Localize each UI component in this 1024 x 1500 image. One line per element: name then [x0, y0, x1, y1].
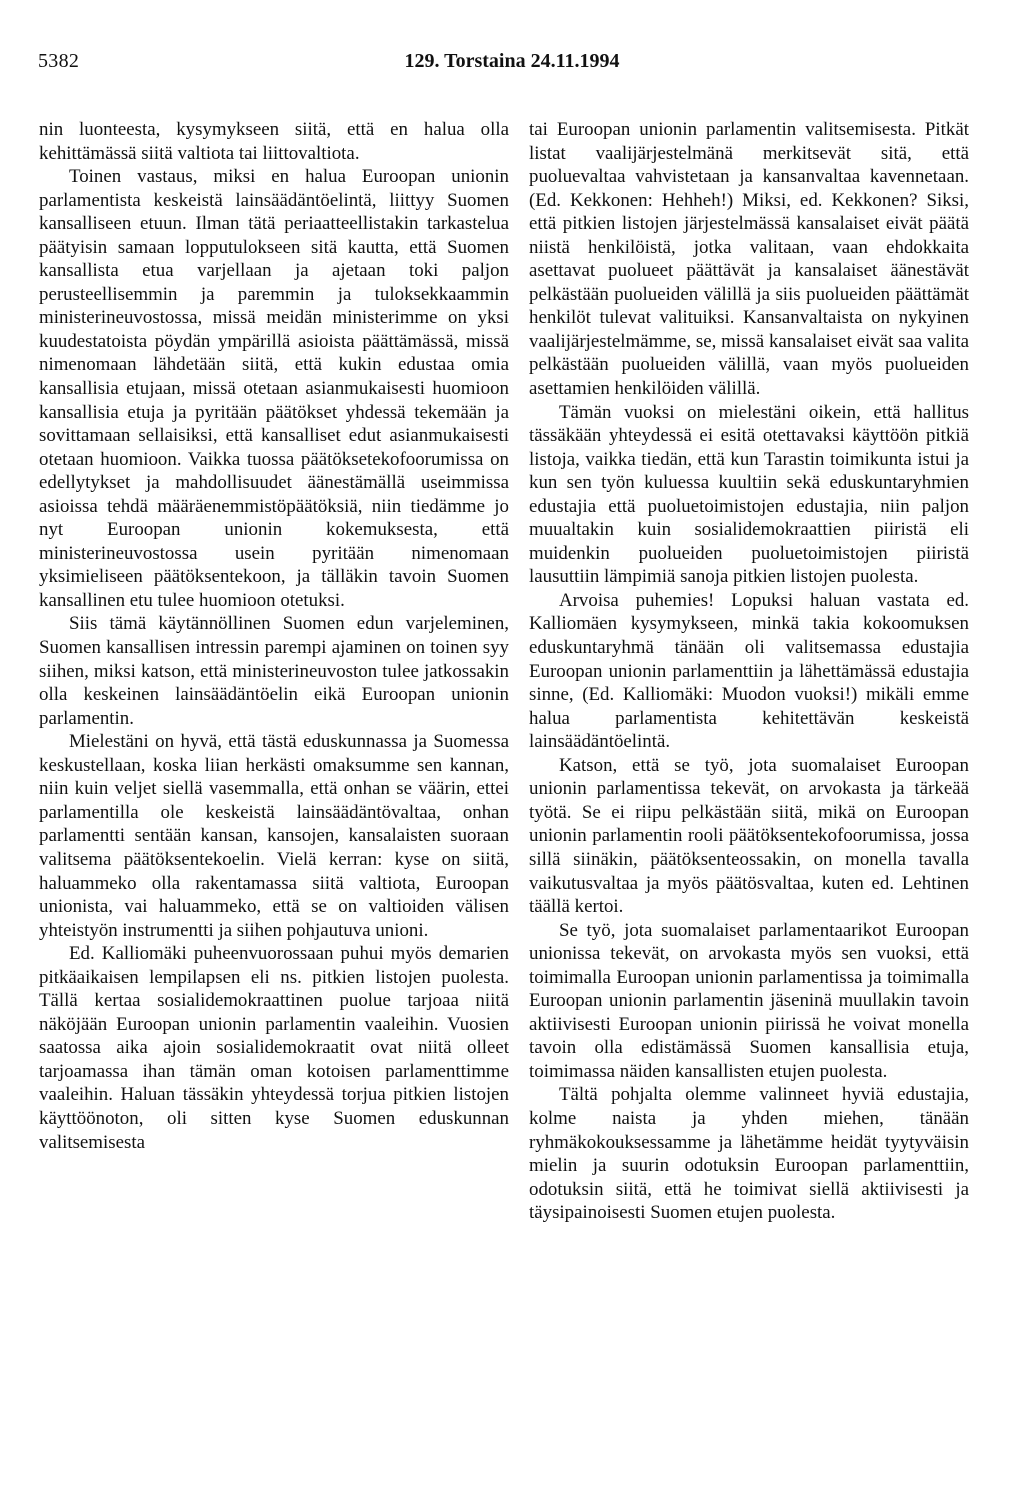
- right-column: [529, 118, 969, 1225]
- paragraph: Tältä pohjalta olemme valinneet hyviä edustajia, kolme naista ja yhden miehen, tänään ryhmäkokouksessamme ja lähetämme heidät tyytyväisin mielin ja suurin odotuksin Euroopan parlamenttiin, odotuksin siitä, että he toimivat siellä aktiivisesti ja täysipainoisesti Suomen etujen puolesta.: [529, 1084, 969, 1224]
- paragraph: Katson, että se työ, jota suomalaiset Euroopan unionin parlamentissa tekevät, on arvokasta ja tärkeää työtä. Se ei riipu pelkästään siitä, mikä on Euroopan unionin parlamentin rooli päätöksentekofoorumissa, jossa sillä siinäkin, päätöksenteossakin, on monella tavalla vaikutusvaltaa ja myös päätösvaltaa, kuten ed. Lehtinen täällä kertoi.: [529, 754, 969, 918]
- paragraph: Arvoisa puhemies! Lopuksi haluan vastata ed. Kalliomäen kysymykseen, minkä takia kokoomuksen eduskuntaryhmä tänään oli valitsemassa edustajia Euroopan unionin parlamenttiin ja lähettämässä edustajia sinne, (Ed. Kalliomäki: Muodon vuoksi!) mikäli emme halua parlamentista kehitettävän keskeistä lainsäädäntöelintä.: [529, 589, 969, 753]
- left-column: [39, 118, 509, 1154]
- paragraph: Se työ, jota suomalaiset parlamentaarikot Euroopan unionissa tekevät, on arvokasta myös sen vuoksi, että toimimalla Euroopan unionin parlamentissa ja toimimalla Euroopan unionin parlamentin jäseninä muullakin tavoin aktiivisesti Euroopan unionin piirissä he voivat monella tavoin olla edistämässä Suomen kansallisia etuja, toimimassa näiden kansallisten etujen puolesta.: [529, 919, 969, 1082]
- paragraph: nin luonteesta, kysymykseen siitä, että en halua olla kehittämässä siitä valtiota tai liittovaltiota.: [39, 119, 509, 164]
- page-header: [0, 50, 1024, 80]
- paragraph: Siis tämä käytännöllinen Suomen edun varjeleminen, Suomen kansallisen intressin parempi ajaminen on toinen syy siihen, miksi katson, että ministerineuvoston tulee jatkossakin olla keskeinen lainsäädäntöelin eikä Euroopan unionin parlamentin.: [39, 613, 509, 729]
- paragraph: Tämän vuoksi on mielestäni oikein, että hallitus tässäkään yhteydessä ei esitä otettavaksi käyttöön pitkiä listoja, vaikka tiedän, että kun Tarastin toimikunta istui ja kun sen työn kuluessa kuultiin sekä eduskuntaryhmien edustajia että puoluetoimistojen edustajia, niin paljon muualtakin kuin sosialidemokraattien piiristä eli muidenkin puolueiden puoluetoimistojen piiristä lausuttiin lämpimiä sanoja pitkien listojen puolesta.: [529, 401, 969, 588]
- paragraph: Toinen vastaus, miksi en halua Euroopan unionin parlamentista keskeistä lainsäädäntöelintä, liittyy Suomen kansalliseen etuun. Ilman tätä periaatteellistakin tarkastelua päätyisin samaan lopputulokseen sitä kautta, että Suomen kansallista etua varjellaan ja ajetaan toki paljon perusteellisemmin ja paremmin ja tuloksekkaammin ministerineuvostossa, missä meidän ministerimme on yksi kuudestatoista pöydän ympärillä asioista päättämässä, missä nimenomaan lähdetään siitä, että kukin edustaa omia kansallisia etujaan, missä otetaan asianmukaisesti huomioon kansallisia etuja ja pyritään päätökset yhdessä tekemään ja sovittamaan sellaisiksi, että kansalliset edut asianmukaisesti otetaan huomioon. Vaikka tuossa päätöksetekofoorumissa on edellytykset ja mahdollisuudet äänestämällä useimmissa asioissa tehdä määräenemmistöpäätöksiä, niin tiedämme jo nyt Euroopan unionin kokemuksesta, että ministerineuvostossa usein pyritään nimenomaan yksimieliseen päätöksentekoon, ja tälläkin tavoin Suomen kansallinen etu tulee huomioon otetuksi.: [39, 166, 509, 611]
- paragraph: tai Euroopan unionin parlamentin valitsemisesta. Pitkät listat vaalijärjestelmänä merkitsevät sitä, että puoluevaltaa vahvistetaan ja kansanvaltaa kavennetaan. (Ed. Kekkonen: Hehheh!) Miksi, ed. Kekkonen? Siksi, että pitkien listojen järjestelmässä kansalaiset eivät päätä niistä henkilöistä, jotka valitaan, vaan ehdokkaita asettavat puolueet päättävät ja kansalaiset äänestävät pelkästään puolueiden välillä ja siis puolueiden päättämät henkilöt tulevat valituiksi. Kansanvaltaista on nykyinen vaalijärjestelmämme, se, missä kansalaiset eivät saa valita pelkästään puolueiden välillä, vaan myös puolueiden asettamien henkilöiden välillä.: [529, 119, 969, 400]
- page-number: 5382: [38, 50, 80, 72]
- session-title: 129. Torstaina 24.11.1994: [404, 50, 620, 72]
- paragraph: Ed. Kalliomäki puheenvuorossaan puhui myös demarien pitkäaikaisen lempilapsen eli ns. pitkien listojen puolesta. Tällä kertaa sosialidemokraattinen puolue tarjoaa niitä näköjään Euroopan unionin parlamentin vaaleihin. Vuosien saatossa aika ajoin sosialidemokraatit ovat niitä olleet tarjoamassa ihan tämän oman kotoisen parlamenttimme vaaleihin. Haluan tässäkin yhteydessä torjua pitkien listojen käyttöönoton, oli sitten kyse Suomen eduskunnan valitsemisesta: [39, 943, 509, 1153]
- paragraph: Mielestäni on hyvä, että tästä eduskunnassa ja Suomessa keskustellaan, koska liian herkästi omaksumme sen kannan, niin kuin veljet siellä vasemmalla, että onhan se väärin, ettei parlamentilla ole keskeistä lainsäädäntövaltaa, onhan parlamentti sentään kansan, kansojen, kansalaisten suoraan valitsema päätöksentekoelin. Vielä kerran: kyse on siitä, haluammeko olla rakentamassa siitä valtiota, Euroopan unionista, vai haluammeko, että se on valtioiden välisen yhteistyön instrumentti ja siihen pohjautuva unioni.: [39, 731, 509, 941]
